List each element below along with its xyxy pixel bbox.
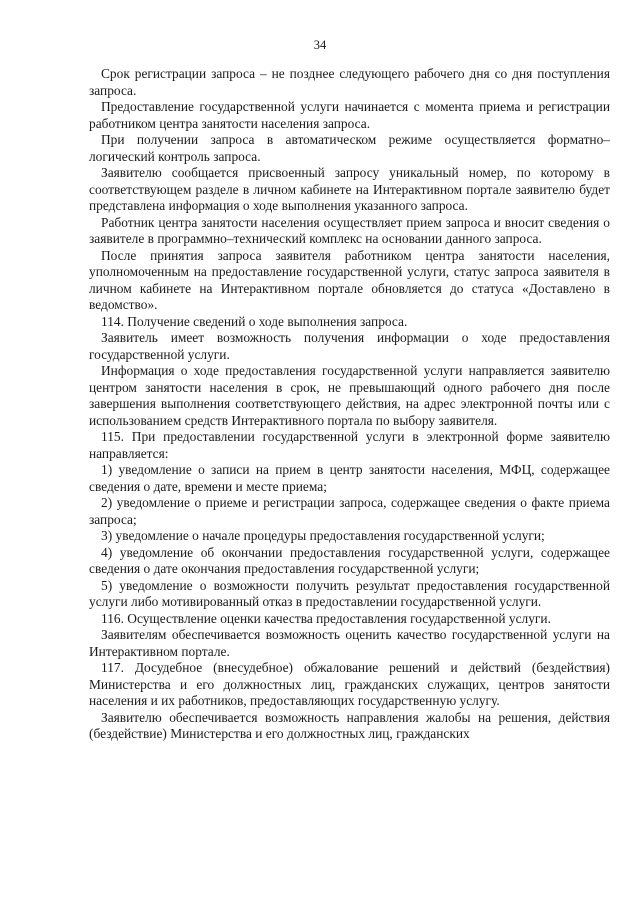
paragraph: Информация о ходе предоставления государственной услуги направляется заявителю центром занятости населения в срок, не превышающий одного рабочего дня после завершения выполнения соответствующего действия, на адрес электронной почты или с использованием средств Интерактивного портала по выбору заявителя. xyxy=(89,363,610,428)
paragraph: Срок регистрации запроса – не позднее следующего рабочего дня со дня поступления запроса. xyxy=(89,66,610,98)
paragraph: Заявитель имеет возможность получения информации о ходе предоставления государственной услуги. xyxy=(89,330,610,362)
list-item: 4) уведомление об окончании предоставления государственной услуги, содержащее сведения о дате окончания предоставления государственной услуги; xyxy=(89,544,610,576)
section-heading-116: 116. Осуществление оценки качества предоставления государственной услуги. xyxy=(101,610,551,626)
body-text xyxy=(89,66,610,743)
list-item: 3) уведомление о начале процедуры предоставления государственной услуги; xyxy=(101,528,545,543)
paragraph: После принятия запроса заявителя работником центра занятости населения, уполномоченным на предоставление государственной услуги, статус запроса заявителя в личном кабинете на Интерактивном портале обновляется до статуса «Доставлено в ведомство». xyxy=(89,247,610,312)
section-heading-117: 117. Досудебное (внесудебное) обжалование решений и действий (бездействия) Министерства и его должностных лиц, гражданских служащих, центров занятости населения и их работников, предоставляющих государственную услугу. xyxy=(89,660,610,708)
paragraph: Заявителю сообщается присвоенный запросу уникальный номер, по которому в соответствующем разделе в личном кабинете на Интерактивном портале заявителю будет представлена информация о ходе выполнения указанного запроса. xyxy=(89,165,610,213)
list-item: 1) уведомление о записи на прием в центр занятости населения, МФЦ, содержащее сведения о дате, времени и месте приема; xyxy=(89,462,610,494)
section-heading-114: 114. Получение сведений о ходе выполнения запроса. xyxy=(101,313,408,329)
paragraph: Работник центра занятости населения осуществляет прием запроса и вносит сведения о заявителе в программно–технический комплекс на основании данного запроса. xyxy=(89,214,610,246)
paragraph: Заявителям обеспечивается возможность оценить качество государственной услуги на Интерактивном портале. xyxy=(89,627,610,659)
list-item: 5) уведомление о возможности получить результат предоставления государственной услуги либо мотивированный отказ в предоставлении государственной услуги. xyxy=(89,577,610,609)
paragraph: Заявителю обеспечивается возможность направления жалобы на решения, действия (бездействие) Министерства и его должностных лиц, гражданских xyxy=(89,709,610,741)
list-item: 2) уведомление о приеме и регистрации запроса, содержащее сведения о факте приема запроса; xyxy=(89,495,610,527)
paragraph: При получении запроса в автоматическом режиме осуществляется форматно–логический контроль запроса. xyxy=(89,132,610,164)
page-number: 34 xyxy=(313,38,327,52)
section-heading-115: 115. При предоставлении государственной услуги в электронной форме заявителю направляется: xyxy=(89,429,610,461)
paragraph: Предоставление государственной услуги начинается с момента приема и регистрации работником центра занятости населения запроса. xyxy=(89,99,610,131)
